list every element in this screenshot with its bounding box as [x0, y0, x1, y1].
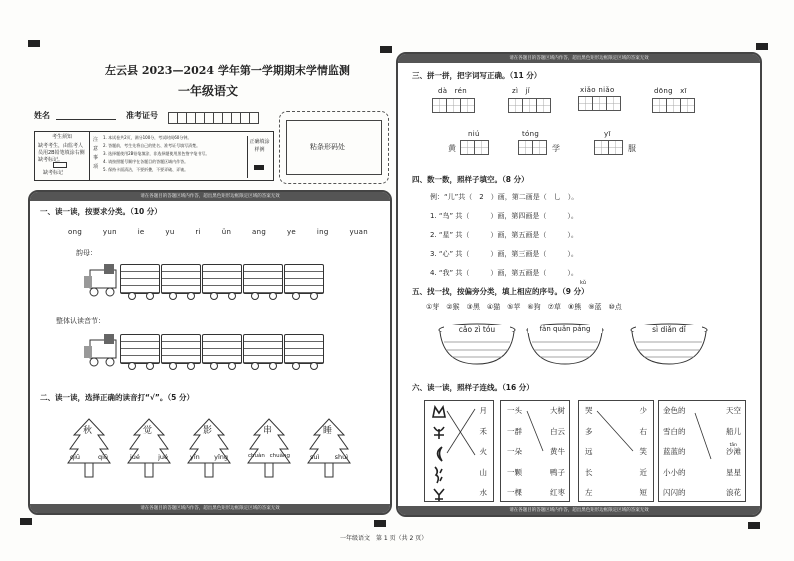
tree-item: 影 yǐn yǐng [186, 417, 232, 479]
registration-mark [756, 43, 768, 50]
train-car-blank[interactable] [284, 264, 324, 294]
barcode-area [279, 111, 389, 184]
tree-item: 睡 suì shuì [306, 417, 352, 479]
exam-title: 左云县 2023—2024 学年第一学期期末学情监测 [105, 64, 350, 77]
match-right-column[interactable]: 大树 白云 黄牛 鸭子 红枣 [550, 406, 565, 497]
train-car-blank[interactable] [161, 334, 201, 364]
basket-item[interactable]: cǎo zì tóu [436, 322, 518, 366]
q4-example: 例：“儿”共（ 2 ）画，第二画是（ 乚 ）。 [430, 193, 579, 201]
q3-word: zì jǐ [508, 86, 550, 117]
match-right-column[interactable]: 月 禾 火 山 水 [479, 406, 487, 497]
name-label: 姓名 [34, 111, 50, 120]
notice-text: 缺考考生，由监考人员用2B铅笔填涂右侧缺考标记。 [38, 143, 85, 163]
q1-label-finals: 韵母： [76, 249, 97, 257]
train-car-blank[interactable] [243, 264, 283, 294]
q3-word: yī 服 [594, 130, 636, 157]
page-footer: 一年级语文 第 1 页（共 2 页） [340, 535, 428, 542]
q5-ruby: kǔ [580, 280, 587, 286]
match-set-4: 金色的 雪白的 蓝蓝的 小小的 闪闪的 tān 天空 船儿 沙滩 星星 浪花 [658, 400, 746, 502]
train-car-blank[interactable] [120, 334, 160, 364]
basket-item[interactable]: fǎn quǎn páng [524, 322, 606, 366]
q4-item[interactable]: 2. “星” 共（ ）画，第五画是（ ）。 [430, 231, 578, 239]
q4-title: 四、数一数，照样子填空。（8 分） [412, 175, 529, 184]
tree-item: 串 chuàn chuàng [246, 417, 292, 479]
exam-subtitle: 一年级语文 [178, 84, 239, 98]
train-car-blank[interactable] [120, 264, 160, 294]
q3-word: dōng xī [652, 86, 694, 117]
q1-syllables: ong yun ie yu ri ün ang ye ing yuan [68, 228, 368, 236]
match-lines-example [445, 401, 479, 501]
match-left-column[interactable]: 一头 一群 一朵 一颗 一棵 [507, 406, 522, 497]
train-car-blank[interactable] [202, 264, 242, 294]
panel-notice-top: 请在各题目的答题区域内作答，超出黑色矩形边框限定区域的答案无效 [398, 54, 760, 63]
train-car-blank[interactable] [161, 264, 201, 294]
match-set-1 [424, 400, 494, 502]
registration-mark [374, 520, 386, 527]
q5-options: ①芽 ②猴 ③黑 ④猫 ⑤苹 ⑥狗 ⑦草 ⑧熊 ⑨蓝 ⑩点 [426, 303, 622, 311]
q4-list [430, 188, 578, 283]
right-answer-panel [396, 52, 762, 517]
fill-example-label: 正确填涂样例 [247, 136, 271, 178]
tree-item: 觉 jué jué [126, 417, 172, 479]
match-left-column[interactable]: 金色的 雪白的 蓝蓝的 小小的 闪闪的 [663, 406, 686, 497]
registration-mark [28, 40, 40, 47]
train-car-blank[interactable] [202, 334, 242, 364]
barcode-label: 粘条形码处 [310, 143, 345, 151]
q1-title: 一、读一读，按要求分类。（10 分） [40, 207, 162, 216]
match-right-column[interactable]: 天空 船儿 沙滩 星星 浪花 [726, 406, 741, 497]
name-field[interactable] [56, 119, 116, 120]
exam-id-label: 准考证号 [126, 111, 158, 120]
tree-item: 秋 qiū qiū [66, 417, 112, 479]
q2-title: 二、读一读，选择正确的读音打“√”。（5 分） [40, 393, 194, 402]
registration-mark [20, 518, 32, 525]
absent-label: 缺考标记 [43, 170, 64, 176]
basket-item[interactable]: sì diǎn dǐ [628, 322, 710, 366]
q5-title: 五、找一找，按偏旁分类，填上相应的序号。（9 分） [412, 287, 589, 296]
panel-notice-bottom: 请在各题目的答题区域内作答，超出黑色矩形边框限定区域的答案无效 [398, 506, 760, 515]
rules-list: 1. 本试卷共2页，满分100分，考试时间60分钟。 2. 答题前，考生先将自己的姓名、准考证号填写清楚。 3. 选择题使用2B铅笔填涂，非选择题使用黑色签字笔书写。 4. 请按照题号顺序在各题目的答题区域内作答。 5. 保持卡面清洁，不要折叠，不要弄破、弄皱。 [103, 135, 210, 172]
match-right-column[interactable]: 少 右 笑 近 短 [639, 406, 647, 497]
q3-word: xiǎo niǎo [578, 86, 620, 115]
match-set-3 [578, 400, 654, 502]
absent-checkbox[interactable] [53, 162, 67, 168]
match-set-2 [500, 400, 570, 502]
registration-mark [380, 46, 392, 53]
q3-word: dà rén [432, 86, 474, 117]
fill-example-mark [254, 165, 264, 170]
panel-notice-bottom: 请在各题目的答题区域内作答，超出黑色矩形边框限定区域的答案无效 [30, 504, 390, 513]
train-engine-icon [82, 332, 122, 368]
train-car-blank[interactable] [284, 334, 324, 364]
notice-title: 考生须知 [51, 134, 72, 140]
q1-label-whole: 整体认读音节： [56, 317, 105, 325]
q4-item[interactable]: 1. “鸟” 共（ ）画，第四画是（ ）。 [430, 212, 578, 220]
registration-mark [748, 522, 760, 529]
q3-title: 三、拼一拼，把字词写正确。（11 分） [412, 71, 542, 80]
panel-notice-top: 请在各题目的答题区域内作答，超出黑色矩形边框限定区域的答案无效 [30, 192, 390, 201]
exam-id-field[interactable] [168, 109, 258, 128]
q3-word: niú 黄 [448, 130, 488, 157]
train-car-blank[interactable] [243, 334, 283, 364]
info-table [34, 131, 274, 181]
attention-label: 注意事项 [93, 137, 99, 170]
q6-title: 六、读一读，照样子连线。（16 分） [412, 383, 534, 392]
q4-item[interactable]: 3. “心” 共（ ）画，第三画是（ ）。 [430, 250, 578, 258]
q3-word: tóng 学 [518, 130, 560, 157]
left-answer-panel [28, 190, 392, 515]
train-engine-icon [82, 262, 122, 298]
match-left-column[interactable]: 哭 多 远 长 左 [585, 406, 593, 497]
q4-item[interactable]: 4. “我” 共（ ）画，第五画是（ ）。 [430, 269, 578, 277]
